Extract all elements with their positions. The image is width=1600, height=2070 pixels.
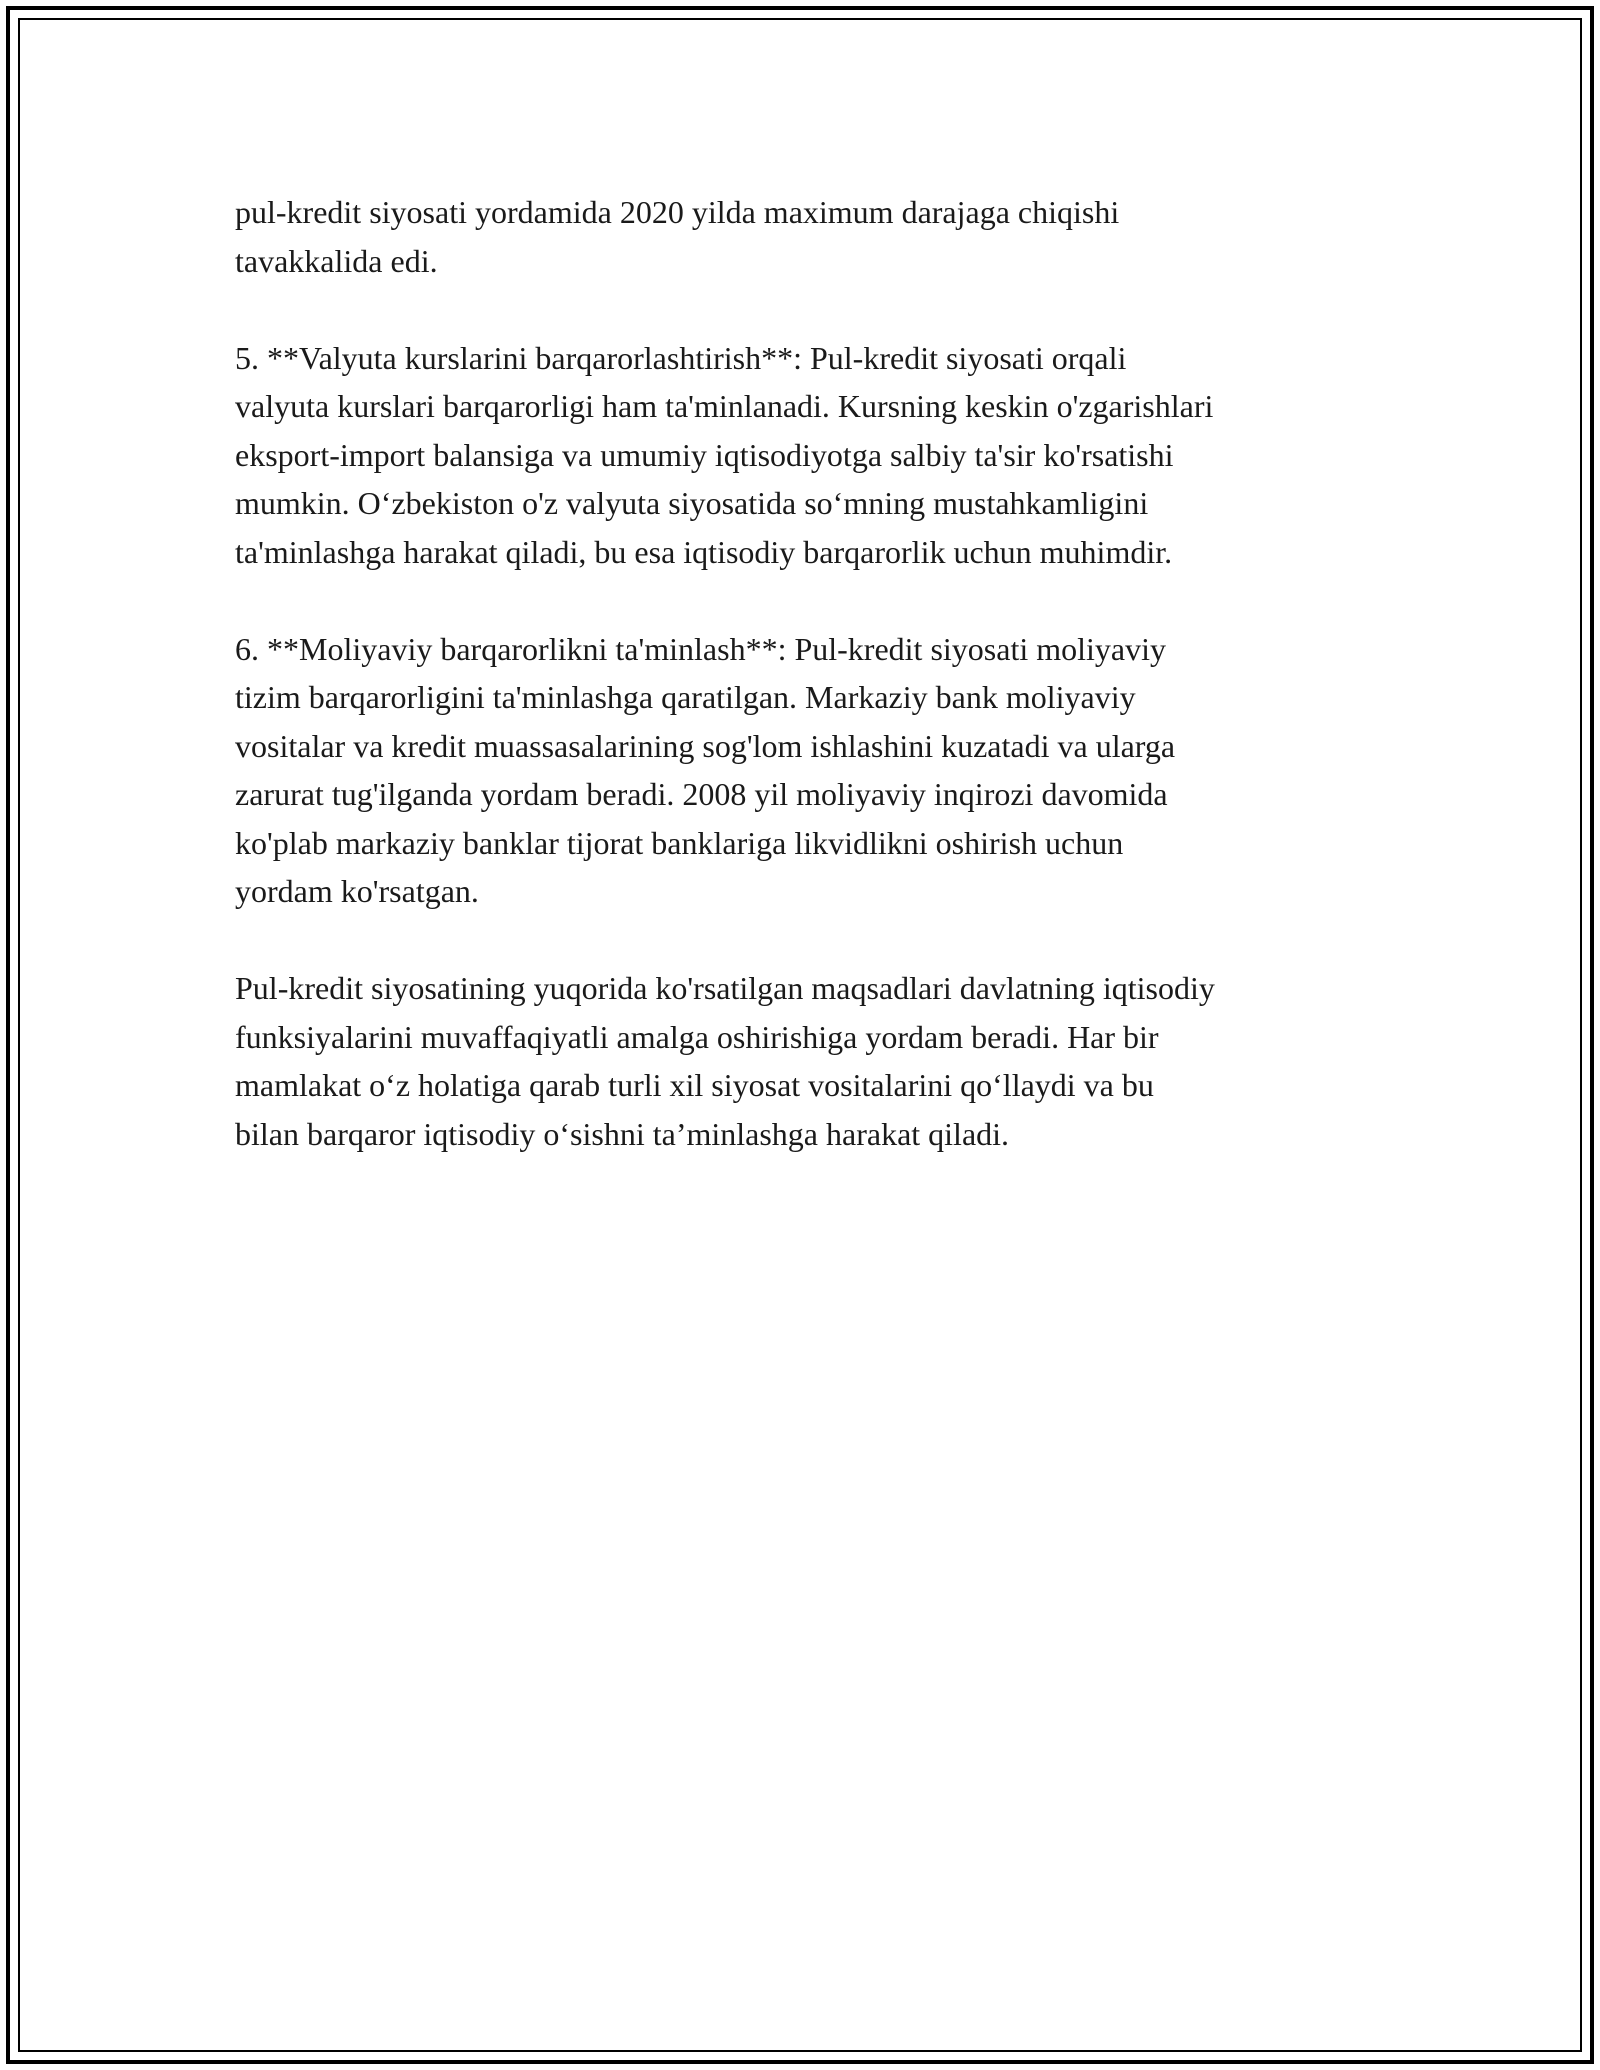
text-line: pul-kredit siyosati yordamida 2020 yilda maximum darajaga chiqishi [235,194,1120,230]
text-line: bilan barqaror iqtisodiy o‘sishni ta’minlashga harakat qiladi. [235,1115,1010,1152]
text-line: funksiyalarini muvaffaqiyatli amalga oshirishiga yordam beradi. Har bir [235,1018,1159,1055]
text-line: Pul-kredit siyosatining yuqorida ko'rsatilgan maqsadlari davlatning iqtisodiy [235,970,1215,1006]
text-line: eksport-import balansiga va umumiy iqtisodiyotga salbiy ta'sir ko'rsatishi [235,436,1174,473]
text-line: tizim barqarorligini ta'minlashga qaratilgan. Markaziy bank moliyaviy [235,679,1136,715]
text-line: zarurat tug'ilganda yordam beradi. 2008 yil moliyaviy inqirozi davomida [235,776,1168,812]
text-line: mumkin. O‘zbekiston o'z valyuta siyosatida so‘mning mustahkamligini [235,485,1149,521]
text-line: mamlakat o‘z holatiga qarab turli xil siyosat vositalarini qo‘llaydi va bu [235,1067,1154,1103]
paragraph-item-5 [235,334,1385,577]
text-line: tavakkalida edi. [235,242,438,279]
text-line: valyuta kurslari barqarorligi ham ta'minlanadi. Kursning keskin o'zgarishlari [235,388,1214,424]
text-line: ta'minlashga harakat qiladi, bu esa iqtisodiy barqarorlik uchun muhimdir. [235,533,1173,570]
paragraph-item-6 [235,625,1385,916]
document-body [235,188,1385,1207]
text-line: ko'plab markaziy banklar tijorat banklariga likvidlikni oshirish uchun [235,824,1124,861]
text-line: 5. **Valyuta kurslarini barqarorlashtirish**: Pul-kredit siyosati orqali [235,339,1127,376]
text-line: vositalar va kredit muassasalarining sog'lom ishlashini kuzatadi va ularga [235,727,1176,764]
paragraph-conclusion [235,964,1385,1158]
text-line: yordam ko'rsatgan. [235,873,479,909]
text-line: 6. **Moliyaviy barqarorlikni ta'minlash**: Pul-kredit siyosati moliyaviy [235,630,1166,667]
paragraph-continuation [235,188,1385,285]
